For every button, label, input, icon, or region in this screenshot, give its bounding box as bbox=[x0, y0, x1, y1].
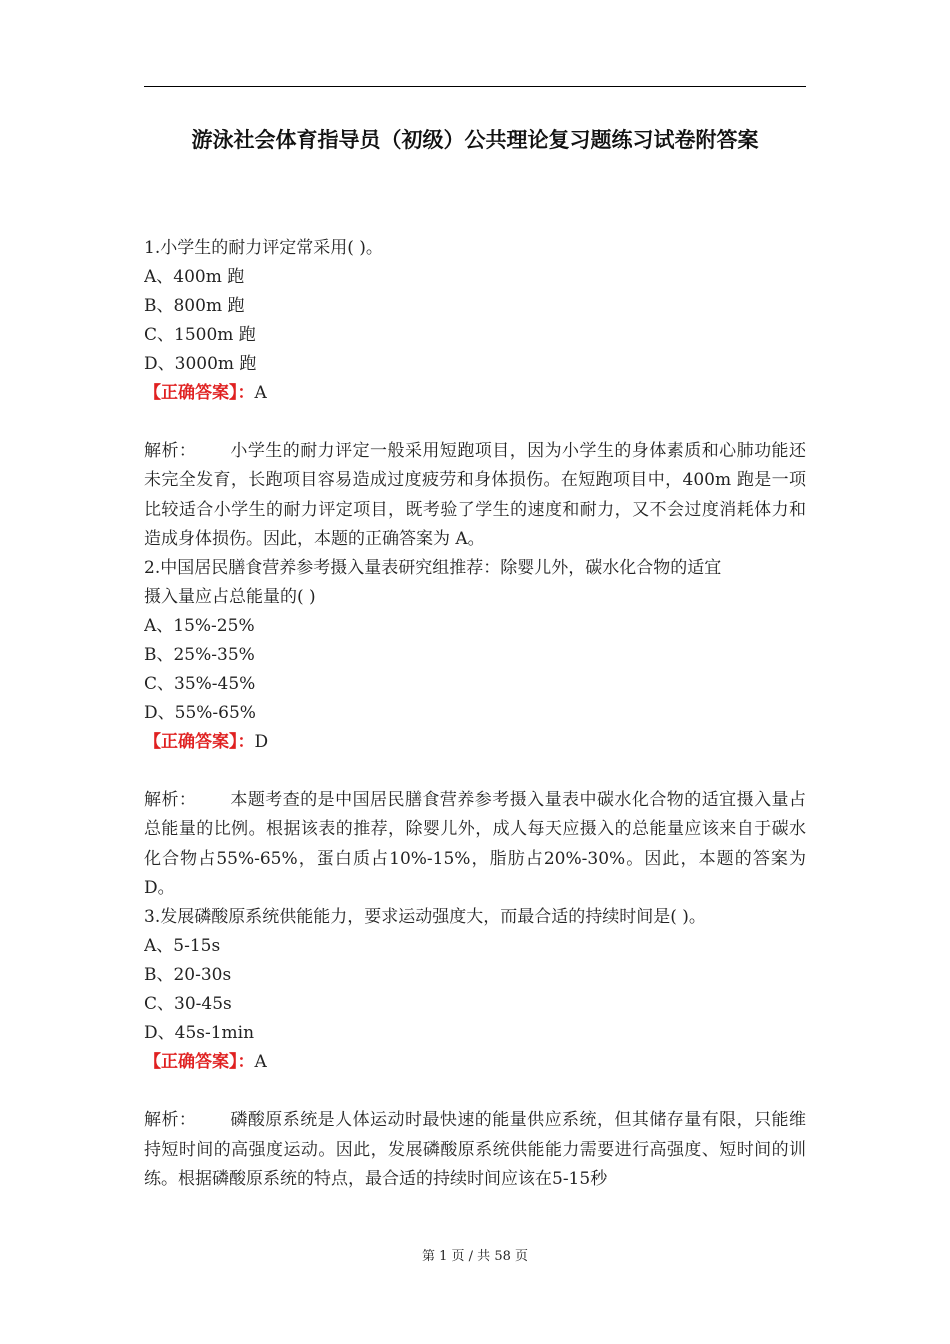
spacer bbox=[144, 408, 806, 437]
option-d: D、55%-65% bbox=[144, 703, 256, 724]
analysis-text: 本题考查的是中国居民膳食营养参考摄入量表中碳水化合物的适宜摄入量占总能量的比例。根据该表的推荐，除婴儿外，成人每天应摄入的总能量应该来自于碳水化合物占55%-65%，蛋白质占10%-15%，脂肪占20%-30%。因此，本题的答案为D。 bbox=[144, 790, 807, 899]
page-number: 第 1 页 / 共 58 页 bbox=[422, 1249, 528, 1264]
option-d: D、3000m 跑 bbox=[144, 354, 257, 374]
spacer bbox=[144, 757, 806, 786]
option-c: C、1500m 跑 bbox=[144, 325, 256, 345]
option-a: A、5-15s bbox=[144, 936, 221, 957]
analysis-paragraph bbox=[144, 786, 806, 903]
question-stem: 1.小学生的耐力评定常采用( )。 bbox=[144, 238, 383, 258]
answer-line bbox=[144, 728, 806, 757]
question-stem: 3.发展磷酸原系统供能能力，要求运动强度大，而最合适的持续时间是( )。 bbox=[144, 907, 706, 928]
option-c: C、30-45s bbox=[144, 994, 232, 1015]
analysis-label: 解析： bbox=[144, 790, 197, 811]
analysis-text: 小学生的耐力评定一般采用短跑项目，因为小学生的身体素质和心肺功能还未完全发育，长跑项目容易造成过度疲劳和身体损伤。在短跑项目中，400m 跑是一项比较适合小学生的耐力评定项目，既考验了学生的速度和耐力，又不会过度消耗体力和造成身体损伤。因此，本题的正确答案为 A。 bbox=[144, 441, 807, 549]
question-stem: 2.中国居民膳食营养参考摄入量表研究组推荐：除婴儿外，碳水化合物的适宜 bbox=[144, 558, 722, 579]
header-rule bbox=[144, 86, 806, 87]
option-b: B、20-30s bbox=[144, 965, 232, 986]
answer-value: A bbox=[254, 383, 267, 403]
analysis-paragraph bbox=[144, 1106, 806, 1194]
answer-label: 【正确答案】： bbox=[144, 383, 255, 403]
answer-value: D bbox=[254, 732, 269, 753]
analysis-text: 磷酸原系统是人体运动时最快速的能量供应系统，但其储存量有限，只能维持短时间的高强度运动。因此，发展磷酸原系统供能能力需要进行高强度、短时间的训练。根据磷酸原系统的特点，最合适的持续时间应该在5-15秒 bbox=[144, 1110, 807, 1189]
analysis-label: 解析： bbox=[144, 441, 197, 461]
analysis-paragraph bbox=[144, 437, 806, 554]
answer-value: A bbox=[254, 1052, 267, 1073]
option-b: B、800m 跑 bbox=[144, 296, 245, 316]
question-stem-continued: 摄入量应占总能量的( ) bbox=[144, 587, 316, 608]
answer-line bbox=[144, 1048, 806, 1077]
option-d: D、45s-1min bbox=[144, 1023, 255, 1044]
option-c: C、35%-45% bbox=[144, 674, 256, 695]
option-a: A、400m 跑 bbox=[144, 267, 245, 287]
answer-label: 【正确答案】： bbox=[144, 1052, 255, 1073]
option-a: A、15%-25% bbox=[144, 616, 255, 637]
answer-line bbox=[144, 379, 806, 408]
spacer bbox=[144, 1077, 806, 1106]
document-title: 游泳社会体育指导员（初级）公共理论复习题练习试卷附答案 bbox=[191, 128, 759, 152]
analysis-label: 解析： bbox=[144, 1110, 197, 1131]
option-b: B、25%-35% bbox=[144, 645, 255, 666]
document-body bbox=[144, 234, 806, 1194]
answer-label: 【正确答案】： bbox=[144, 732, 255, 753]
